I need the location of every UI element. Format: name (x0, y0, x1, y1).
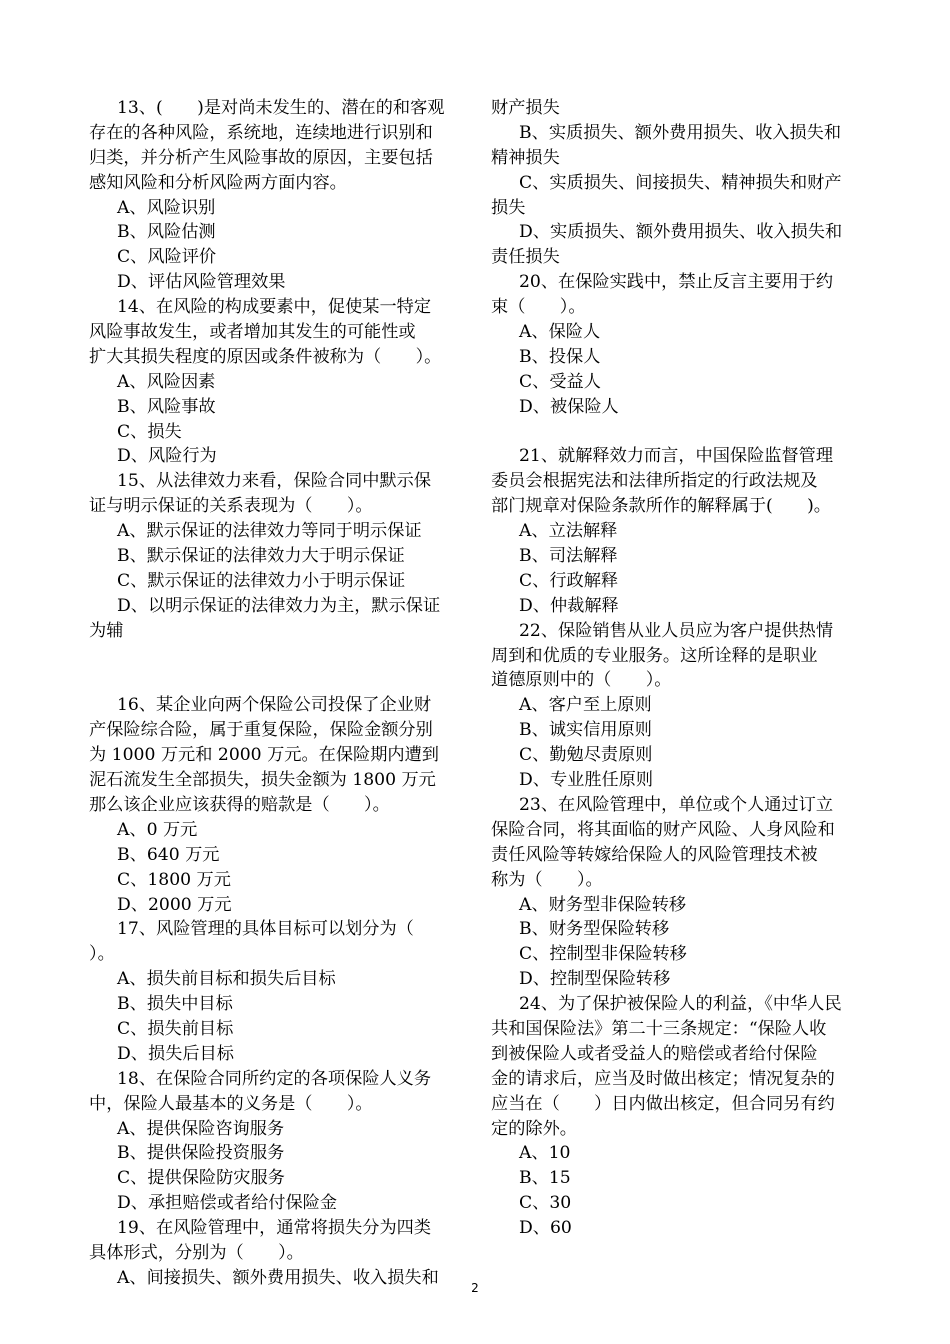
text-line: 周到和优质的专业服务。这所诠释的是职业 (491, 645, 818, 666)
text-line: 中，保险人最基本的义务是（ ）。 (89, 1093, 373, 1114)
text-line: B、司法解释 (519, 546, 618, 567)
text-line: 称为（ ）。 (491, 869, 603, 890)
text-line: B、提供保险投资服务 (117, 1143, 285, 1164)
text-line: 到被保险人或者受益人的赔偿或者给付保险 (491, 1043, 818, 1064)
text-line: 14、在风险的构成要素中，促使某一特定 (117, 297, 432, 318)
text-line: C、30 (519, 1193, 572, 1214)
text-line: A、提供保险咨询服务 (117, 1118, 285, 1139)
text-line: D、承担赔偿或者给付保险金 (117, 1193, 338, 1214)
text-line: 22、保险销售从业人员应为客户提供热情 (519, 620, 834, 641)
text-line: 归类，并分析产生风险事故的原因，主要包括 (89, 147, 433, 168)
text-line: A、损失前目标和损失后目标 (117, 969, 336, 990)
text-line: C、行政解释 (519, 570, 619, 591)
text-line: 16、某企业向两个保险公司投保了企业财 (117, 695, 432, 716)
page-number: 2 (471, 1281, 479, 1295)
text-line: B、损失中目标 (117, 994, 233, 1015)
text-line: B、风险估测 (117, 222, 216, 243)
text-line: 为 1000 万元和 2000 万元。在保险期内遭到 (89, 745, 439, 766)
text-line: 束（ ）。 (491, 297, 586, 318)
blank-line (89, 644, 461, 669)
text-line: 部门规章对保险条款所作的解释属于( )。 (491, 496, 831, 517)
text-line: 保险合同，将其面临的财产风险、人身风险和 (491, 819, 835, 840)
text-line: C、风险评价 (117, 247, 217, 268)
text-line: B、风险事故 (117, 396, 216, 417)
text-line: 精神损失 (491, 147, 560, 168)
text-line: B、诚实信用原则 (519, 720, 652, 741)
text-line: 证与明示保证的关系表现为（ ）。 (89, 496, 373, 517)
text-line: 13、( )是对尚未发生的、潜在的和客观 (117, 98, 445, 118)
text-line: 财产损失 (491, 98, 560, 118)
text-line: C、损失 (117, 421, 182, 442)
text-line: A、10 (519, 1143, 571, 1164)
text-line: A、风险因素 (117, 371, 216, 392)
text-line: 21、就解释效力而言，中国保险监督管理 (519, 446, 834, 467)
text-line: ）。 (89, 944, 115, 965)
text-line: B、640 万元 (117, 844, 220, 865)
text-line: D、60 (519, 1218, 572, 1239)
text-line: 18、在保险合同所约定的各项保险人义务 (117, 1068, 432, 1089)
text-line: 那么该企业应该获得的赔款是（ ）。 (89, 794, 390, 815)
text-line: A、风险识别 (117, 197, 216, 218)
text-line: D、评估风险管理效果 (117, 272, 286, 293)
text-line: 24、为了保护被保险人的利益，《中华人民 (519, 994, 842, 1015)
text-line: 损失 (491, 197, 526, 218)
text-line: A、保险人 (519, 322, 601, 343)
text-line: 应当在（ ）日内做出核定，但合同另有约 (491, 1093, 835, 1114)
text-line: 金的请求后，应当及时做出核定；情况复杂的 (491, 1068, 835, 1089)
text-line: B、实质损失、额外费用损失、收入损失和 (519, 122, 842, 143)
text-line: D、控制型保险转移 (519, 969, 671, 990)
text-line: B、默示保证的法律效力大于明示保证 (117, 546, 405, 567)
text-line: B、投保人 (519, 346, 601, 367)
text-line: C、1800 万元 (117, 869, 231, 890)
text-line: 责任风险等转嫁给保险人的风险管理技术被 (491, 844, 818, 865)
text-line: 19、在风险管理中，通常将损失分为四类 (117, 1218, 432, 1239)
text-line: 15、从法律效力来看，保险合同中默示保 (117, 471, 432, 492)
text-line: 道德原则中的（ ）。 (491, 670, 672, 691)
text-line: D、专业胜任原则 (519, 770, 654, 791)
text-line: B、财务型保险转移 (519, 919, 670, 940)
text-line: B、15 (519, 1168, 571, 1189)
blank-line (491, 420, 863, 445)
text-line: 责任损失 (491, 247, 560, 268)
blank-line (89, 668, 461, 693)
text-line: D、仲裁解释 (519, 595, 619, 616)
text-line: C、提供保险防灾服务 (117, 1168, 285, 1189)
text-line: D、被保险人 (519, 396, 619, 417)
text-line: C、受益人 (519, 371, 601, 392)
text-line: A、立法解释 (519, 521, 618, 542)
text-line: C、默示保证的法律效力小于明示保证 (117, 570, 406, 591)
text-line: D、以明示保证的法律效力为主，默示保证 (117, 595, 441, 616)
text-line: C、控制型非保险转移 (519, 944, 687, 965)
text-line: 17、风险管理的具体目标可以划分为（ (117, 919, 414, 940)
text-line: 具体形式，分别为（ ）。 (89, 1242, 304, 1263)
right-column (491, 96, 863, 1241)
text-line: 扩大其损失程度的原因或条件被称为（ ）。 (89, 346, 442, 367)
text-line: 为辅 (89, 620, 124, 641)
text-line: 产保险综合险，属于重复保险，保险金额分别 (89, 720, 433, 741)
text-line: D、2000 万元 (117, 894, 232, 915)
text-line: A、0 万元 (117, 819, 198, 840)
text-line: 存在的各种风险，系统地，连续地进行识别和 (89, 122, 433, 143)
text-line: A、客户至上原则 (519, 695, 652, 716)
text-line: D、实质损失、额外费用损失、收入损失和 (519, 222, 843, 243)
text-line: C、损失前目标 (117, 1018, 234, 1039)
text-line: C、实质损失、间接损失、精神损失和财产 (519, 172, 842, 193)
text-line: 泥石流发生全部损失，损失金额为 1800 万元 (89, 770, 436, 791)
text-line: 共和国保险法》第二十三条规定：“保险人收 (491, 1018, 827, 1039)
text-line: A、默示保证的法律效力等同于明示保证 (117, 521, 422, 542)
text-line: 风险事故发生，或者增加其发生的可能性或 (89, 322, 416, 343)
text-line: 定的除外。 (491, 1118, 577, 1139)
text-line: A、间接损失、额外费用损失、收入损失和 (117, 1267, 439, 1288)
text-line: D、损失后目标 (117, 1043, 234, 1064)
text-line: 23、在风险管理中，单位或个人通过订立 (519, 794, 834, 815)
text-line: D、风险行为 (117, 446, 217, 467)
text-line: 20、在保险实践中，禁止反言主要用于约 (519, 272, 834, 293)
left-column (89, 96, 461, 1291)
text-line: 委员会根据宪法和法律所指定的行政法规及 (491, 471, 818, 492)
text-line: C、勤勉尽责原则 (519, 745, 653, 766)
text-line: 感知风险和分析风险两方面内容。 (89, 172, 347, 193)
text-line: A、财务型非保险转移 (519, 894, 687, 915)
